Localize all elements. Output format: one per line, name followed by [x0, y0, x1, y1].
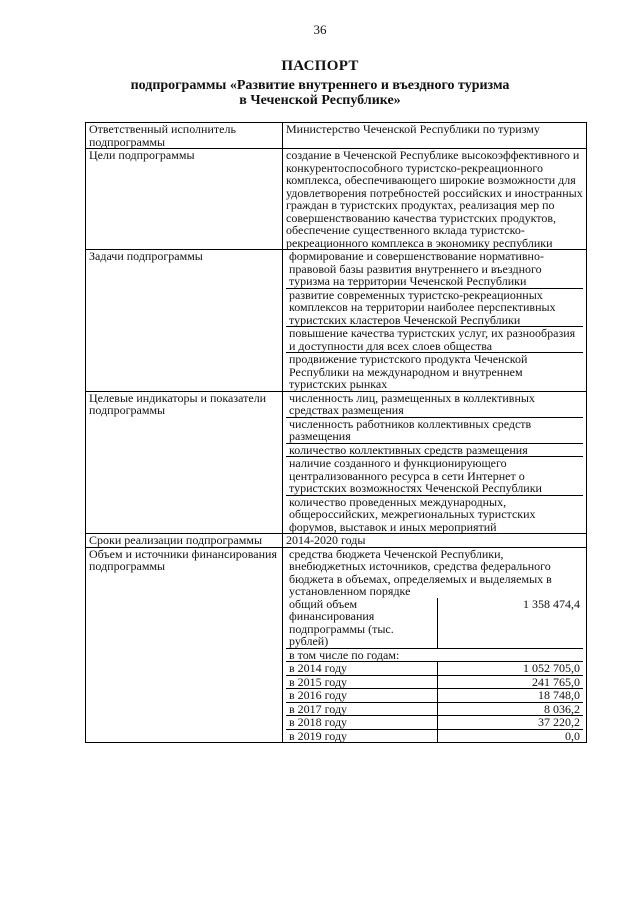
- financing-year-row: [286, 689, 583, 703]
- passport-table: [85, 122, 587, 743]
- financing-intro: средства бюджета Чеченской Республики, внебюджетных источников, средства федерального бюджета в объемах, определяемых и выделяемых в установленном порядке: [289, 546, 552, 598]
- row-financing: [86, 547, 587, 743]
- label-terms: Сроки реализации подпрограммы: [86, 534, 283, 548]
- indicator-item: численность лиц, размещенных в коллективных средствах размещения: [286, 392, 583, 418]
- value-financing: [283, 547, 587, 743]
- value-terms: 2014-2020 годы: [283, 534, 587, 548]
- year-value: 18 748,0: [438, 689, 584, 703]
- task-item: развитие современных туристско-рекреационных комплексов на территории наиболее перспективных туристских кластеров Чеченской Республики: [286, 289, 583, 328]
- page-number: 36: [313, 22, 327, 37]
- document-subtitle: [80, 78, 560, 108]
- financing-year-row: [286, 662, 583, 676]
- task-item: повышение качества туристских услуг, их разнообразия и доступности для всех слоев общества: [286, 327, 583, 353]
- financing-year-row: [286, 716, 583, 730]
- financing-year-row: [286, 702, 583, 716]
- row-goals: [86, 149, 587, 250]
- label-tasks: Задачи подпрограммы: [86, 250, 283, 392]
- year-label: в 2018 году: [286, 716, 438, 730]
- value-goals: создание в Чеченской Республике высокоэффективного и конкурентоспособного туристско-рекреационного комплекса, обеспечивающего широкие возможности для удовлетворения потребностей российских и иностранных граждан в туристских продуктах, реализация мер по совершенствованию качества туристских продуктов, обеспечение существенного вклада туристско-рекреационного комплекса в экономику республики: [283, 149, 587, 250]
- year-value: 8 036,2: [438, 702, 584, 716]
- financing-by-years-row: [286, 648, 583, 662]
- row-terms: [86, 534, 587, 548]
- row-tasks: [86, 250, 587, 392]
- subtitle-line-2: в Чеченской Республике»: [239, 93, 401, 108]
- label-indicators: Целевые индикаторы и показатели подпрограммы: [86, 391, 283, 534]
- indicator-item: количество проведенных международных, общероссийских, межрегиональных туристских форумов, выставок и иных мероприятий: [289, 494, 536, 534]
- year-value: 241 765,0: [438, 675, 584, 689]
- financing-by-years-label: в том числе по годам:: [286, 648, 583, 662]
- task-item: формирование и совершенствование нормативно-правовой базы развития внутреннего и въездного туризма на территории Чеченской Республики: [286, 250, 583, 289]
- label-responsible: Ответственный исполнитель подпрограммы: [86, 123, 283, 149]
- year-label: в 2016 году: [286, 689, 438, 703]
- indicator-item: наличие созданного и функционирующего централизованного ресурса в сети Интернет о туристских возможностях Чеченской Республики: [286, 457, 583, 496]
- value-indicators: [283, 391, 587, 534]
- indicator-item: численность работников коллективных средств размещения: [286, 418, 583, 444]
- year-label: в 2019 году: [286, 729, 438, 742]
- financing-year-row: [286, 675, 583, 689]
- financing-total-label: общий объем финансирования подпрограммы (тыс. рублей): [286, 598, 438, 649]
- row-indicators: [86, 391, 587, 534]
- year-label: в 2015 году: [286, 675, 438, 689]
- label-goals: Цели подпрограммы: [86, 149, 283, 250]
- year-label: в 2017 году: [286, 702, 438, 716]
- value-responsible: Министерство Чеченской Республики по туризму: [283, 123, 587, 149]
- year-label: в 2014 году: [286, 662, 438, 676]
- financing-table: [286, 598, 583, 743]
- value-tasks: [283, 250, 587, 392]
- year-value: 0,0: [438, 729, 584, 742]
- task-item: продвижение туристского продукта Чеченской Республики на международном и внутреннем туристских рынках: [289, 352, 528, 391]
- document-title: ПАСПОРТ: [281, 58, 359, 74]
- financing-total-row: [286, 598, 583, 649]
- row-responsible: [86, 123, 587, 149]
- subtitle-line-1: подпрограммы «Развитие внутреннего и въездного туризма: [130, 78, 510, 93]
- year-value: 1 052 705,0: [438, 662, 584, 676]
- financing-year-row: [286, 729, 583, 742]
- label-financing: Объем и источники финансирования подпрограммы: [86, 547, 283, 743]
- indicator-item: количество коллективных средств размещения: [286, 444, 583, 458]
- year-value: 37 220,2: [438, 716, 584, 730]
- financing-total-value: 1 358 474,4: [438, 598, 584, 649]
